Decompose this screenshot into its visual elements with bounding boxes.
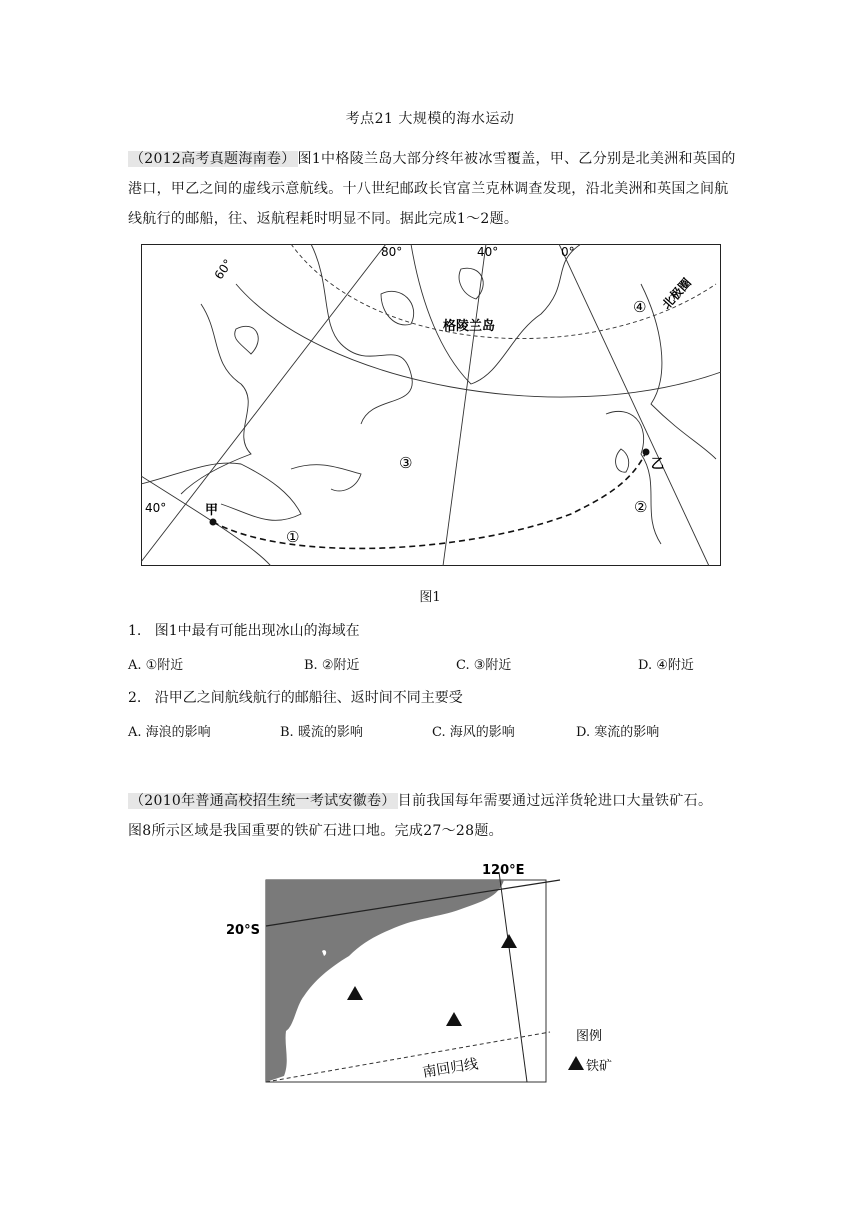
port-yi-dot [643,449,650,456]
lon40-label: 40° [477,245,499,259]
lat40-label: 40° [145,501,167,515]
lat20-label: 20°S [226,923,260,938]
option-b[interactable]: B. 暖流的影响 [280,725,363,740]
legend-iron-label: 铁矿 [586,1059,613,1074]
legend-iron-icon [568,1056,584,1070]
section2-intro [128,786,748,846]
port-jia-dot [210,519,217,526]
option-d[interactable]: D. 寒流的影响 [576,725,660,740]
section1-text: 图1中格陵兰岛大部分终年被冰雪覆盖，甲、乙分别是北美洲和英国的港口，甲乙之间的虚线示意航线。十八世纪邮政长官富兰克林调查发现，沿北美洲和英国之间航线航行的邮船，往、返航程耗时明显不同。据此完成1～2题。 [128,151,736,227]
option-a[interactable]: A. ①附近 [128,658,184,673]
option-b[interactable]: B. ②附近 [304,658,360,673]
area4-label: ④ [633,298,647,316]
lon80-label: 80° [381,245,403,259]
section2-text-line1: 目前我国每年需要通过远洋货轮进口大量铁矿石。 [397,793,713,809]
port-jia-label: 甲 [205,503,219,518]
question-number: 2. [128,690,142,706]
question-number: 1. [128,623,142,639]
option-c[interactable]: C. 海风的影响 [432,725,515,740]
figure1-map [141,244,721,566]
figure2-map [214,856,614,1086]
section1-intro [128,144,738,234]
option-c[interactable]: C. ③附近 [456,658,512,673]
question-stem: 沿甲乙之间航线航行的邮船往、返时间不同主要受 [154,690,463,706]
figure1-caption: 图1 [419,590,441,605]
section1-source: （2012高考真题海南卷） [130,151,296,167]
question-1 [128,620,360,640]
greenland-label: 格陵兰岛 [443,319,496,334]
section2-text-line2: 图8所示区域是我国重要的铁矿石进口地。完成27～28题。 [128,823,503,839]
option-d[interactable]: D. ④附近 [638,658,694,673]
section2-source: （2010年普通高校招生统一考试安徽卷） [130,793,396,809]
area2-label: ② [634,498,648,516]
area3-label: ③ [399,454,413,472]
option-a[interactable]: A. 海浪的影响 [128,725,211,740]
lon120-label: 120°E [482,863,525,878]
area1-label: ① [286,528,300,546]
arctic-circle-label: 北极圈 [659,275,694,312]
question-2 [128,687,463,707]
question-stem: 图1中最有可能出现冰山的海域在 [154,623,360,639]
legend-title: 图例 [576,1029,603,1044]
page-title: 考点21 大规模的海水运动 [345,111,515,127]
lat60-label: 60° [211,256,236,283]
tropic-label: 南回归线 [421,1056,480,1081]
port-yi-label: 乙 [651,457,665,472]
lon0-label: 0° [561,245,575,259]
